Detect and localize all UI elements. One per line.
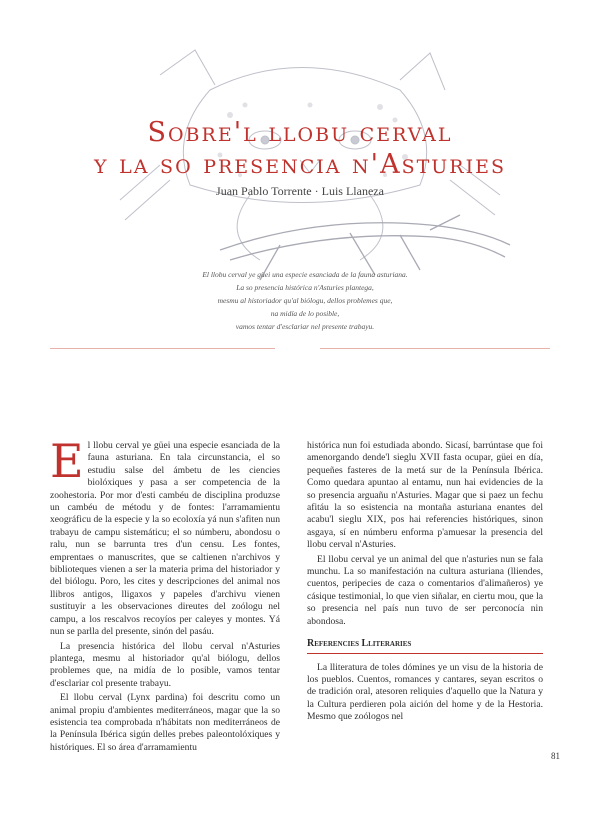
abstract-line: na midía de lo posible, (270, 309, 340, 318)
article-title-line-1: Sobre'l llobu cerval (147, 117, 453, 148)
body-column-right (307, 440, 543, 726)
article-title-line-2: y la so presencia n'Asturies (94, 149, 506, 180)
abstract-line: vamos tentar d'esclariar nel presente trabayu. (235, 322, 375, 331)
body-paragraph: El llobu cerval (Lynx pardina) foi descritu como un animal propiu d'ambientes mediterráneos, magar que la so esistencia tea comprobada n'hábitats non mediterráneos de la Península Ibérica sigún delles prebes paleontolóxiques y históriques. El so área d'arramamientu (50, 692, 280, 753)
article-abstract (110, 268, 500, 333)
divider-right (320, 348, 550, 349)
paragraph-text: l llobu cerval ye güei una especie esanciada de la fauna asturiana. En tala circunstancia, el so estudiu salse del ámbetu de les ciencies biolóxiques y pasa a ser competencia de la zoohestoria. Por mor d'esti cambéu de disciplina produzse un cambéu de métodu y de fontes: l'arramamientu xeográficu de la especie y la so ecoloxía yá nun s'afiten nun trabayu de campu sistemáticu; el so númberu, abondosu o ralu, nun se barrunta tres d'un censu. Les fontes, emprentaes o manuscrites, que se caltienen n'archivos y biblioteques vienen a ser la materia prima del historiador y del biólogu. Poro, les cites y descripciones del animal nos llibros antigos, lligaxos y papeles d'archivu vienen sustituyir a les observaciones direutes del zoólogu nel campu, a los rescalvos recoyíos per caleyes y montes. Yá nun se parlla del presente, sinón del pasáu. (50, 440, 280, 638)
body-paragraph (50, 434, 280, 639)
section-heading: Referencies Lliteraries (307, 638, 543, 653)
abstract-line: El llobu cerval ye güei una especie esanciada de la fauna asturiana. (202, 270, 408, 279)
body-paragraph: El llobu cerval ye un animal del que n'asturies nun se fala munchu. La so manifestación na cultura asturiana (lliendes, cuentos, peripecies de caza o comentarios d'alimañeros) ye cásique testimonial, lo que vien siñalar, en ciertu mou, que la so presencia nel país nun tuvo de ser perconocía nin abondosa. (307, 553, 543, 627)
body-paragraph: La lliteratura de toles dómines ye un visu de la historia de los pueblos. Cuentos, romances y cantares, seyan escritos o de tradición oral, atesoren reliquies d'aquello que la Natura y la Cultura perdieren pola aición del home y de la Hestoria. Mesmo que zoólogos nel (307, 661, 543, 723)
abstract-line: La so presencia histórica n'Asturies plantega, (236, 283, 374, 292)
body-column-left (50, 434, 280, 756)
article-authors: Juan Pablo Torrente · Luis Llaneza (216, 184, 384, 198)
page-number: 81 (551, 751, 560, 761)
body-paragraph: La presencia histórica del llobu cerval n'Asturies plantega, mesmu al historiador qu'al biólogu, dellos problemes que, na midía de lo posible, vamos tentar d'esclariar col presente trabayu. (50, 640, 280, 689)
body-paragraph: histórica nun foi estudiada abondo. Sicasí, barrúntase que foi amenorgando dende'l sieglu XVII fasta ocupar, güei en día, pequeñes fasteres de la metá sur de la Península Ibérica. Como quedara apuntao al entamu, nun hai evidencies de la so presencia arguañu n'Asturies. Magar que si paez un fechu afitáu la so esistencia na montaña asturiana enantes del acabu'l sieglu XIX, pos hai referencies históriques, sinon asgaya, sí en númberu enforma p'amuesar la presencia del llobu cerval n'Asturies. (307, 440, 543, 551)
abstract-line: mesmu al historiador qu'al biólogu, dellos problemes que, (217, 296, 393, 305)
divider-left (50, 348, 275, 349)
drop-cap: E (50, 434, 84, 488)
